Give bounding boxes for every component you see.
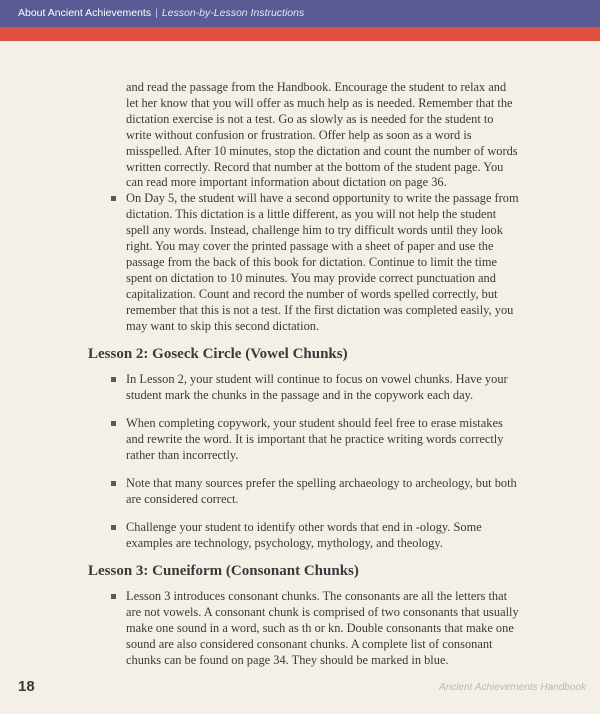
bullet-icon	[111, 421, 116, 426]
list-item	[88, 191, 520, 334]
list-item-text: Challenge your student to identify other words that end in -ology. Some examples are technology, psychology, mythology, and theology.	[126, 519, 482, 550]
bullet-icon	[111, 594, 116, 599]
accent-stripe	[0, 27, 600, 41]
list-item	[88, 372, 520, 404]
page-body	[88, 80, 520, 681]
list-item-text: Lesson 3 introduces consonant chunks. The consonants are all the letters that are not vowels. A consonant chunk is comprised of two consonants that usually make one sound in a word, such as th or kn. Double consonants that make one sound are also considered consonant chunks. A complete list of consonant chunks can be found on page 34. They should be marked in blue.	[126, 589, 519, 668]
lesson2-bullet-list	[88, 372, 520, 551]
list-item-text: Note that many sources prefer the spelling archaeology to archeology, but both are considered correct.	[126, 475, 517, 506]
list-item	[88, 476, 520, 508]
running-header	[18, 7, 304, 19]
header-separator: |	[155, 7, 158, 19]
intro-paragraph: and read the passage from the Handbook. Encourage the student to relax and let her know that you will offer as much help as is needed. Remember that the dictation exercise is not a test. Go as slowly as is needed for the student to write without confusion or frustration. Offer help as soon as a word is misspelled. After 10 minutes, stop the dictation and count the number of words written correctly. Record that number at the bottom of the student page. You can read more important information about dictation on page 36.	[126, 80, 518, 190]
lesson3-bullet-list	[88, 589, 520, 669]
list-item-text: When completing copywork, your student should feel free to erase mistakes and rewrite the word. It is important that he practice writing words correctly rather than incorrectly.	[126, 416, 504, 463]
page-number: 18	[18, 678, 35, 695]
list-item	[88, 589, 520, 669]
lesson2-heading: Lesson 2: Goseck Circle (Vowel Chunks)	[88, 345, 348, 362]
header-subsection: Lesson-by-Lesson Instructions	[161, 7, 305, 19]
lesson3-heading: Lesson 3: Cuneiform (Consonant Chunks)	[88, 562, 359, 579]
list-item-text: On Day 5, the student will have a second opportunity to write the passage from dictation. This dictation is a little different, as you will not help the student spell any words. Instead, challenge him to try difficult words until they look right. You may cover the printed passage with a sheet of paper and use the passage from the back of this book for dictation. Continue to limit the time spent on dictation to 10 minutes. You may provide correct punctuation and capitalization. Count and record the number of words spelled correctly, but remember that this is not a test. If the first dictation was completed easily, you may want to skip this second dictation.	[126, 191, 519, 333]
footer-book-title: Ancient Achievements Handbook	[439, 682, 586, 693]
bullet-icon	[111, 377, 116, 382]
list-item	[88, 416, 520, 464]
list-item	[88, 520, 520, 552]
list-item-text: In Lesson 2, your student will continue to focus on vowel chunks. Have your student mark the chunks in the passage and in the copywork each day.	[126, 372, 508, 403]
header-section: About Ancient Achievements	[18, 7, 152, 19]
page-footer	[0, 674, 600, 714]
header-bar	[0, 0, 600, 27]
lesson1-bullet-list	[88, 191, 520, 334]
bullet-icon	[111, 196, 116, 201]
bullet-icon	[111, 481, 116, 486]
bullet-icon	[111, 525, 116, 530]
